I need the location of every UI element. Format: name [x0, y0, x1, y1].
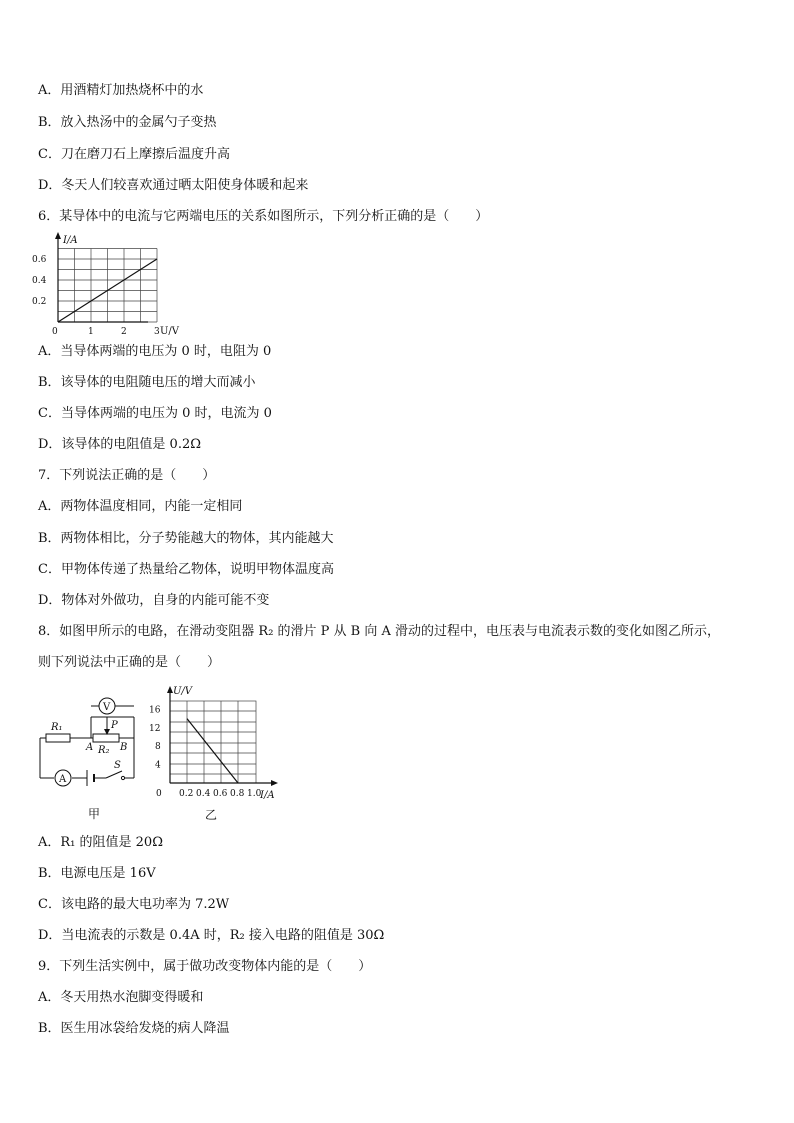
q8-grid — [170, 701, 256, 783]
ammeter-label: A — [59, 774, 67, 785]
q6-x-tick: 1 — [88, 327, 94, 337]
q8-option-b: B．电源电压是 16V — [38, 866, 156, 881]
q8-option-c: C．该电路的最大电功率为 7.2W — [38, 897, 230, 912]
end-b-label: B — [120, 742, 128, 753]
q8-x-label: I/A — [260, 790, 275, 801]
q9-stem: 9．下列生活实例中，属于做功改变物体内能的是（ ） — [38, 959, 372, 974]
r2-label: R₂ — [98, 745, 110, 756]
q5-option-b: B．放入热汤中的金属勺子变热 — [38, 115, 217, 130]
q6-origin: 0 — [52, 327, 58, 337]
q8-x-tick: 0.4 — [196, 789, 211, 799]
switch-contact — [121, 776, 124, 779]
switch-label: S — [114, 760, 121, 771]
q8-stem-line1: 8．如图甲所示的电路，在滑动变阻器 R₂ 的滑片 P 从 B 向 A 滑动的过程中，电压表与电流表示数的变化如图乙所示， — [38, 624, 721, 639]
q6-x-tick: 3 — [154, 327, 160, 337]
q8-x-tick: 0.8 — [230, 789, 245, 799]
q6-grid — [58, 249, 157, 323]
q5-option-c: C．刀在磨刀石上摩擦后温度升高 — [38, 147, 230, 162]
q8-x-tick: 1.0 — [247, 789, 262, 799]
q6-y-tick: 0.6 — [32, 255, 47, 265]
q6-y-arrow — [55, 232, 61, 239]
q6-stem: 6．某导体中的电流与它两端电压的关系如图所示，下列分析正确的是（ ） — [38, 209, 489, 224]
q8-y-label: U/V — [173, 686, 193, 697]
q8-y-tick: 4 — [155, 760, 161, 771]
q9-option-b: B．医生用冰袋给发烧的病人降温 — [38, 1021, 230, 1036]
q6-y-label: I/A — [63, 235, 78, 246]
q7-option-b: B．两物体相比，分子势能越大的物体，其内能越大 — [38, 531, 334, 546]
q8-ui-graph — [148, 684, 288, 824]
resistor-r1 — [46, 734, 70, 742]
switch-s — [106, 771, 122, 778]
circuit-caption: 甲 — [88, 807, 101, 821]
q8-y-tick: 8 — [155, 742, 161, 753]
q8-x-arrow — [271, 780, 278, 786]
q8-origin: 0 — [156, 789, 162, 799]
q7-stem: 7．下列说法正确的是（ ） — [38, 468, 216, 483]
q6-y-tick: 0.2 — [32, 297, 47, 307]
q8-x-tick: 0.6 — [213, 789, 228, 799]
end-a-label: A — [86, 742, 94, 753]
q8-y-tick: 16 — [149, 705, 161, 716]
r1-label: R₁ — [51, 722, 63, 733]
q8-x-tick: 0.2 — [179, 789, 194, 799]
q6-option-c: C．当导体两端的电压为 0 时，电流为 0 — [38, 406, 272, 421]
q6-x-label: U/V — [160, 326, 180, 337]
q8-caption: 乙 — [205, 808, 218, 822]
voltmeter-label: V — [103, 702, 111, 713]
q6-option-a: A．当导体两端的电压为 0 时，电阻为 0 — [38, 344, 272, 359]
q6-option-d: D．该导体的电阻值是 0.2Ω — [38, 437, 202, 452]
q8-option-a: A．R₁ 的阻值是 20Ω — [38, 835, 163, 850]
q9-option-a: A．冬天用热水泡脚变得暖和 — [38, 990, 204, 1005]
q6-iu-graph — [30, 230, 180, 337]
q8-stem-line2: 则下列说法中正确的是（ ） — [38, 655, 221, 670]
q8-circuit-diagram — [34, 690, 144, 825]
q7-option-c: C．甲物体传递了热量给乙物体，说明甲物体温度高 — [38, 562, 334, 577]
q5-option-d: D．冬天人们较喜欢通过晒太阳使身体暖和起来 — [38, 178, 309, 193]
q5-option-a: A．用酒精灯加热烧杯中的水 — [38, 83, 204, 98]
q6-option-b: B．该导体的电阻随电压的增大而减小 — [38, 375, 256, 390]
slider-p-label: P — [111, 720, 118, 731]
q7-option-d: D．物体对外做功，自身的内能可能不变 — [38, 593, 270, 608]
rheostat-r2 — [93, 734, 119, 742]
q6-x-tick: 2 — [121, 327, 127, 337]
q7-option-a: A．两物体温度相同，内能一定相同 — [38, 499, 243, 514]
q6-y-tick: 0.4 — [32, 276, 47, 286]
q8-data-line — [187, 719, 238, 783]
q8-option-d: D．当电流表的示数是 0.4A 时，R₂ 接入电路的阻值是 30Ω — [38, 928, 385, 943]
q8-y-tick: 12 — [149, 723, 161, 734]
